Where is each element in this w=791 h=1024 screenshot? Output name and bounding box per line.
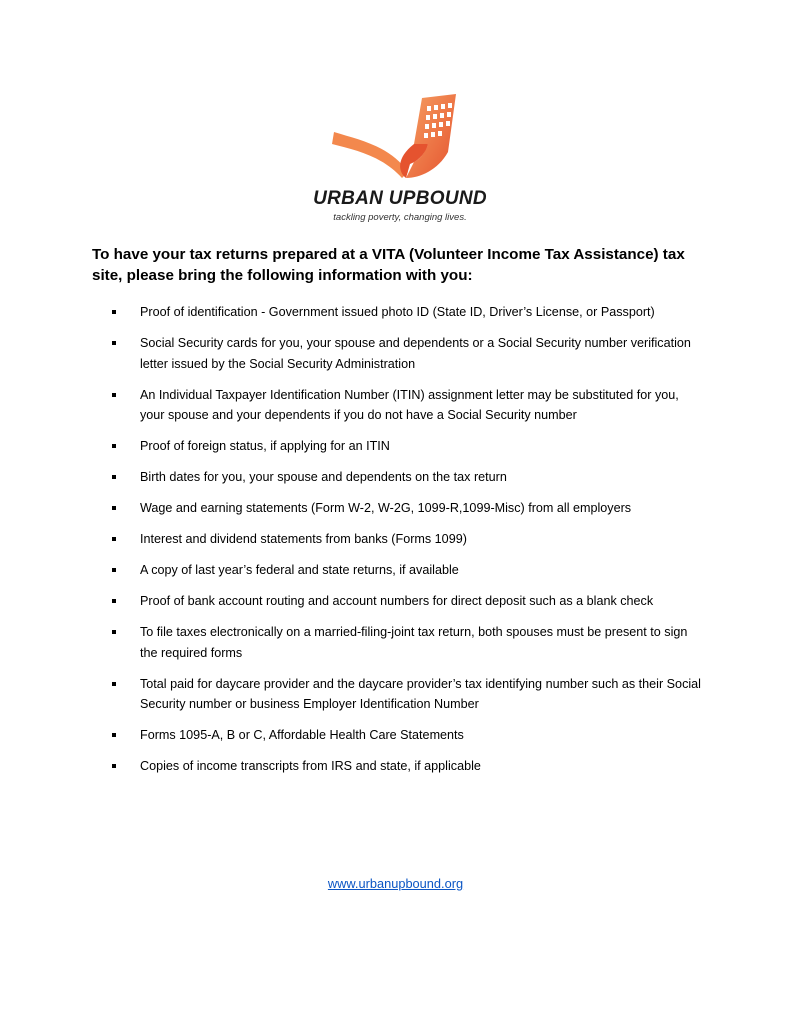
bullet-icon [112, 475, 116, 479]
page-heading: To have your tax returns prepared at a VITA (Volunteer Income Tax Assistance) tax site, please bring the following information with you: [92, 246, 685, 284]
list-item-text: Proof of bank account routing and account numbers for direct deposit such as a blank check [140, 594, 654, 608]
list-item-text: An Individual Taxpayer Identification Number (ITIN) assignment letter may be substituted for you, your spouse and your dependents if you do not have a Social Security number [140, 387, 679, 422]
bullet-icon [112, 599, 116, 603]
list-item-text: Proof of foreign status, if applying for an ITIN [140, 439, 390, 453]
list-item [111, 591, 701, 612]
list-item [111, 333, 701, 374]
list-item-text: Total paid for daycare provider and the daycare provider’s tax identifying number such as their Social Security number or business Employer Identification Number [140, 676, 701, 711]
list-item-text: Interest and dividend statements from banks (Forms 1099) [140, 532, 467, 546]
list-item-text: Birth dates for you, your spouse and dependents on the tax return [140, 470, 507, 484]
list-item [111, 467, 701, 488]
list-item-text: To file taxes electronically on a married-filing-joint tax return, both spouses must be present to sign the required forms [140, 625, 688, 660]
bullet-icon [112, 630, 116, 634]
bullet-icon [112, 506, 116, 510]
bullet-icon [112, 733, 116, 737]
list-item [111, 436, 701, 457]
bullet-icon [112, 568, 116, 572]
list-item [111, 674, 701, 715]
requirements-list [111, 302, 701, 787]
list-item [111, 560, 701, 581]
bullet-icon [112, 310, 116, 314]
bullet-icon [112, 444, 116, 448]
bullet-icon [112, 682, 116, 686]
brand-tagline: tackling poverty, changing lives. [333, 212, 467, 223]
bullet-icon [112, 764, 116, 768]
bullet-icon [112, 537, 116, 541]
urban-upbound-logo [300, 92, 500, 232]
list-item [111, 622, 701, 663]
list-item-text: Copies of income transcripts from IRS and state, if applicable [140, 759, 481, 773]
list-item-text: Wage and earning statements (Form W-2, W-2G, 1099-R,1099-Misc) from all employers [140, 501, 632, 515]
list-item [111, 756, 701, 777]
list-item [111, 498, 701, 519]
list-item [111, 725, 701, 746]
list-item-text: A copy of last year’s federal and state returns, if available [140, 563, 459, 577]
list-item [111, 385, 701, 426]
website-link[interactable]: www.urbanupbound.org [327, 876, 464, 891]
bullet-icon [112, 393, 116, 397]
list-item [111, 302, 701, 323]
list-item [111, 529, 701, 550]
building-ribbon-logo-icon [330, 92, 470, 184]
bullet-icon [112, 341, 116, 345]
brand-name: URBAN UPBOUND [313, 188, 487, 209]
list-item-text: Social Security cards for you, your spouse and dependents or a Social Security number verification letter issued by the Social Security Administration [140, 336, 691, 371]
website-footer [0, 876, 791, 891]
list-item-text: Forms 1095-A, B or C, Affordable Health Care Statements [140, 728, 464, 742]
list-item-text: Proof of identification - Government issued photo ID (State ID, Driver’s License, or Passport) [140, 305, 655, 319]
